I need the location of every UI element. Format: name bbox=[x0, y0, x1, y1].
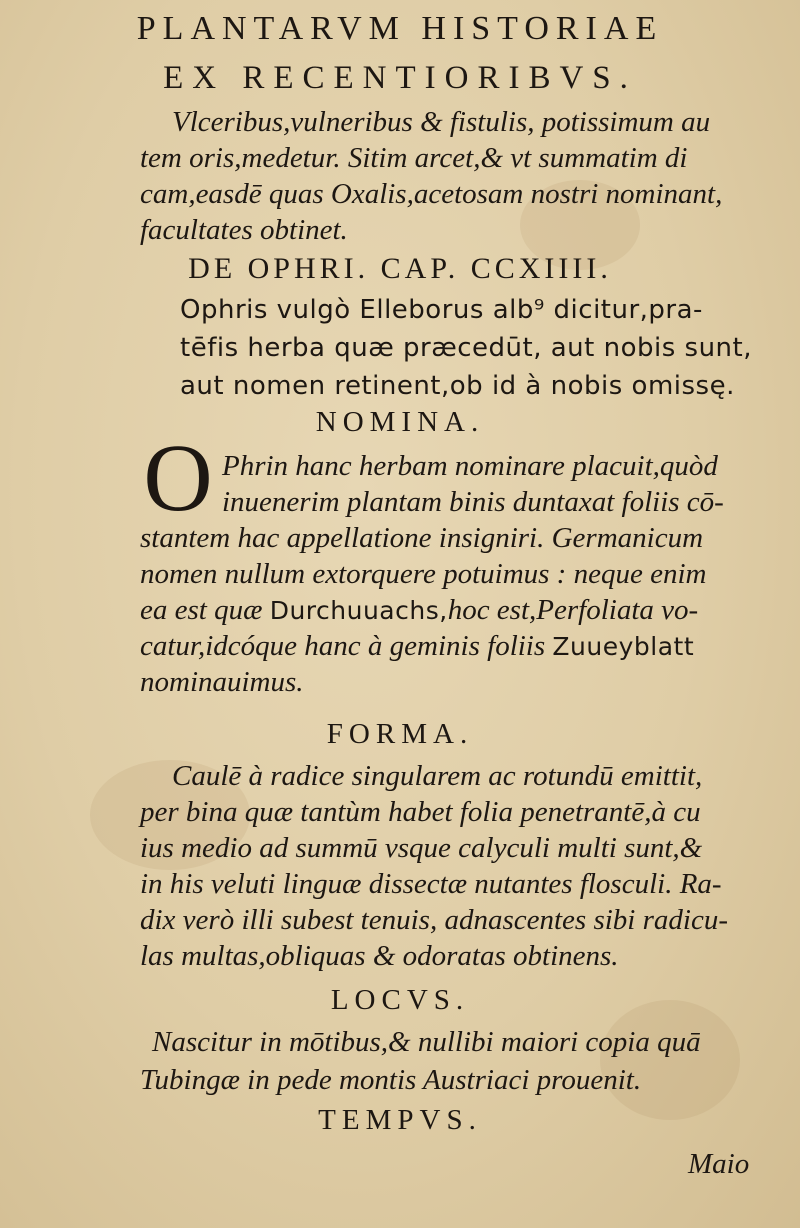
text-fragment: hoc est,Perfoliata vo- bbox=[447, 594, 699, 626]
text-line bbox=[140, 592, 698, 629]
text-line: tem oris,medetur. Sitim arcet,& vt summatim di bbox=[140, 142, 688, 174]
text-line: nominauimus. bbox=[140, 666, 304, 698]
text-line: Vlceribus,vulneribus & fistulis, potissimum au bbox=[172, 106, 711, 138]
text-line: cam,easdē quas Oxalis,acetosam nostri nominant, bbox=[140, 178, 723, 210]
text-line: Nascitur in mōtibus,& nullibi maiori copia quā bbox=[152, 1026, 701, 1058]
section-heading-forma: FORMA. bbox=[326, 718, 474, 750]
chapter-heading: DE OPHRI. CAP. CCXIIII. bbox=[188, 252, 612, 285]
text-line: ius medio ad summū vsque calyculi multi sunt,& bbox=[140, 832, 703, 864]
drop-initial: O bbox=[143, 424, 213, 531]
paper-stain bbox=[600, 1000, 740, 1120]
text-line: inuenerim plantam binis duntaxat foliis cō- bbox=[222, 486, 724, 518]
german-name: Zuueyblatt bbox=[552, 632, 695, 661]
text-line: Caulē à radice singularem ac rotundū emittit, bbox=[172, 760, 703, 792]
text-line: stantem hac appellatione insigniri. Germanicum bbox=[140, 522, 704, 554]
text-fragment: ea est quæ bbox=[140, 594, 263, 626]
german-name: Durchuuachs, bbox=[269, 596, 448, 625]
text-line: las multas,obliquas & odoratas obtinens. bbox=[140, 940, 619, 972]
text-line: nomen nullum extorquere potuimus : neque enim bbox=[140, 558, 707, 590]
section-heading-locus: LOCVS. bbox=[330, 984, 470, 1016]
section-heading-nomina: NOMINA. bbox=[315, 406, 485, 438]
text-fragment: catur,idcóque hanc à geminis foliis bbox=[140, 630, 546, 662]
text-line: Tubingæ in pede montis Austriaci prouenit. bbox=[140, 1064, 642, 1096]
subhead: EX RECENTIORIBVS. bbox=[163, 60, 637, 96]
text-line: tēfis herba quæ præcedūt, aut nobis sunt, bbox=[180, 333, 752, 363]
text-line: dix verò illi subest tenuis, adnascentes sibi radicu- bbox=[140, 904, 728, 936]
section-heading-tempus: TEMPVS. bbox=[318, 1104, 482, 1136]
text-line: facultates obtinet. bbox=[140, 214, 348, 246]
text-line: aut nomen retinent,ob id à nobis omissę. bbox=[180, 371, 735, 401]
text-line: Phrin hanc herbam nominare placuit,quòd bbox=[222, 450, 718, 482]
text-line: Ophris vulgò Elleborus alb⁹ dicitur,pra- bbox=[180, 295, 703, 325]
text-line: in his veluti linguæ dissectæ nutantes flosculi. Ra- bbox=[140, 868, 722, 900]
text-line: per bina quæ tantùm habet folia penetrantē,à cu bbox=[140, 796, 701, 828]
catchword: Maio bbox=[688, 1148, 750, 1180]
text-line bbox=[140, 628, 694, 665]
running-head: PLANTARVM HISTORIAE bbox=[136, 10, 664, 47]
